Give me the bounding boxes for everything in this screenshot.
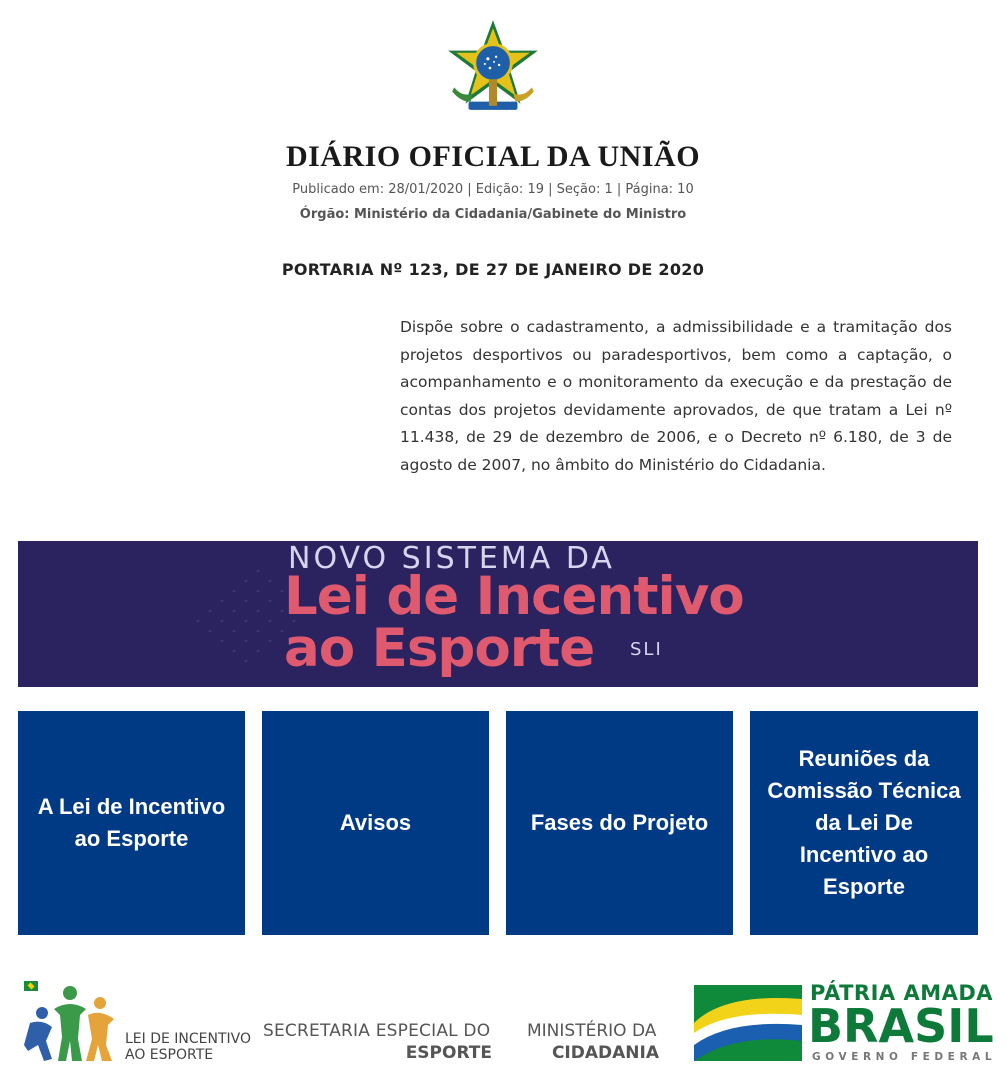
banner-tag: SLI <box>630 639 663 660</box>
patria-amada-text: PÁTRIA AMADA <box>810 981 994 1005</box>
ministerio-line-1: MINISTÉRIO DA <box>527 1021 657 1041</box>
organ-line: Órgão: Ministério da Cidadania/Gabinete do Ministro <box>299 207 687 222</box>
lie-logo-line-2: AO ESPORTE <box>125 1047 214 1063</box>
lie-logo-text <box>125 1031 251 1063</box>
tile-avisos[interactable] <box>262 711 489 935</box>
secretaria-line-1: SECRETARIA ESPECIAL DO <box>263 1021 491 1041</box>
tile-label: A Lei de Incentivo ao Esporte <box>37 794 226 851</box>
page-title: DIÁRIO OFICIAL DA UNIÃO <box>285 140 701 173</box>
tile-label: Avisos <box>339 810 412 835</box>
brazil-flag-icon <box>694 985 802 1061</box>
sli-banner[interactable] <box>18 541 978 687</box>
ministerio-line-2: CIDADANIA <box>551 1043 659 1063</box>
secretaria-line-2: ESPORTE <box>405 1043 492 1063</box>
footer-logos <box>0 975 1006 1075</box>
banner-line-2: Lei de Incentivo <box>284 566 744 627</box>
act-title: PORTARIA Nº 123, DE 27 DE JANEIRO DE 2020 <box>281 260 705 279</box>
tile-lei-de-incentivo[interactable] <box>18 711 245 935</box>
lie-logo-line-1: LEI DE INCENTIVO <box>125 1031 252 1047</box>
tile-fases-do-projeto[interactable] <box>506 711 733 935</box>
navigation-tiles <box>18 711 978 935</box>
sport-figures-icon <box>22 979 122 1065</box>
brasil-text: BRASIL <box>808 999 994 1053</box>
tile-reunioes-comissao[interactable] <box>750 711 978 935</box>
governo-federal-text: GOVERNO FEDERAL <box>812 1051 997 1063</box>
banner-line-1: NOVO SISTEMA DA <box>288 541 615 576</box>
act-summary: Dispõe sobre o cadastramento, a admissibilidade e a tramitação dos projetos desportivos ou paradesportivos, bem como a captação, o acompanhamento e o monitoramento da execução e da prestação de contas dos projetos devidamente aprovados, de que tratam a Lei nº 11.438, de 29 de dezembro de 2006, e o Decreto nº 6.180, de 3 de agosto de 2007, no âmbito do Ministério do Cidadania. <box>400 318 952 474</box>
publication-meta: Publicado em: 28/01/2020 | Edição: 19 | Seção: 1 | Página: 10 <box>292 182 694 197</box>
tile-label: Fases do Projeto <box>530 810 709 835</box>
coat-of-arms-icon <box>442 16 544 118</box>
banner-line-3: ao Esporte <box>284 618 595 679</box>
tile-label: Reuniões da Comissão Técnica da Lei De Incentivo ao Esporte <box>767 746 961 899</box>
